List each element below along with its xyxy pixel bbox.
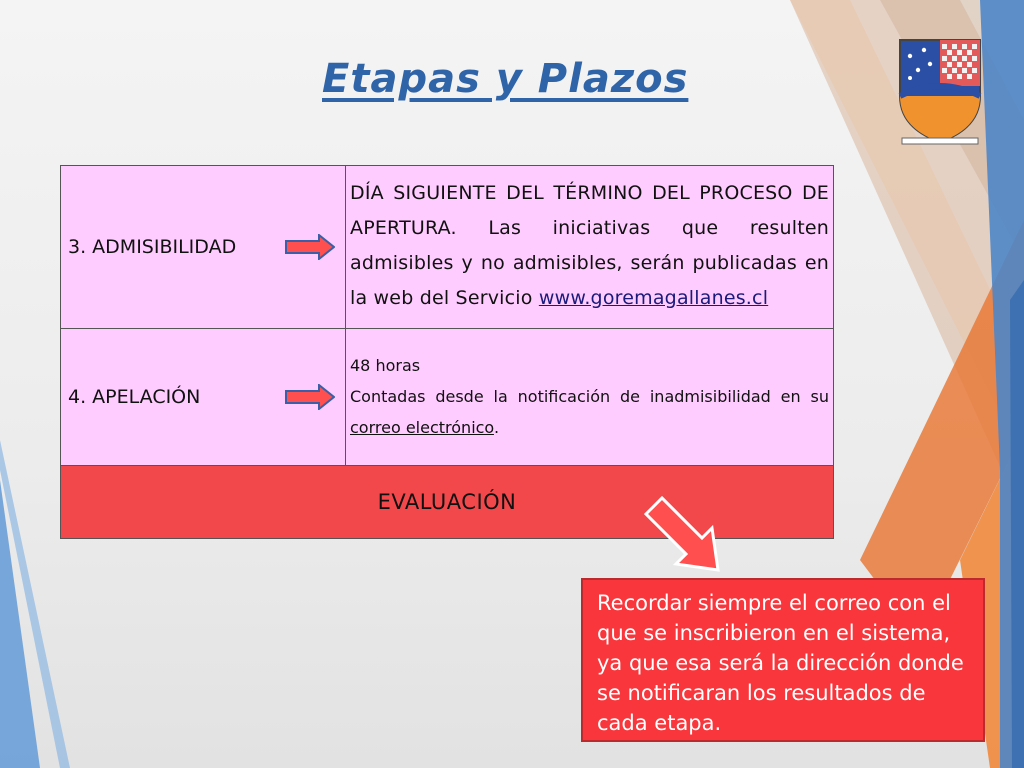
stage-label: 3. ADMISIBILIDAD bbox=[68, 236, 237, 258]
stage-description bbox=[350, 176, 829, 316]
stage-description-text: Contadas desde la notificación de inadmisibilidad en su bbox=[350, 386, 829, 406]
stage-duration: 48 horas bbox=[350, 355, 421, 375]
region-coat-of-arms-icon bbox=[896, 36, 984, 146]
stage-description-cell bbox=[346, 329, 834, 466]
down-right-arrow-icon bbox=[640, 490, 730, 580]
stage-label-cell bbox=[61, 329, 346, 466]
reminder-callout: Recordar siempre el correo con el que se inscribieron en el sistema, ya que esa será la dirección donde se notificaran los resultados de cada etapa. bbox=[581, 578, 985, 742]
stage-row-admisibilidad bbox=[61, 166, 834, 329]
slide-title: Etapas y Plazos bbox=[322, 56, 689, 102]
stage-description bbox=[350, 381, 829, 443]
stage-label: 4. APELACIÓN bbox=[68, 386, 201, 408]
stage-description-cell bbox=[346, 166, 834, 329]
gore-website-link[interactable]: www.goremagallanes.cl bbox=[538, 287, 769, 309]
stage-description-text: Las iniciativas que resulten admisibles y no admisibles, serán publicadas en la web del Servicio bbox=[350, 217, 829, 309]
stage-row-apelacion bbox=[61, 329, 834, 466]
evaluation-label: EVALUACIÓN bbox=[377, 490, 517, 514]
stages-table bbox=[60, 165, 834, 539]
email-link[interactable]: correo electrónico bbox=[350, 417, 494, 437]
right-arrow-icon bbox=[285, 384, 335, 410]
right-arrow-icon bbox=[285, 234, 335, 260]
stage-description-suffix: . bbox=[493, 417, 500, 437]
stage-label-cell bbox=[61, 166, 346, 329]
stage-description-bold: DÍA SIGUIENTE DEL TÉRMINO DEL PROCESO DE APERTURA. bbox=[350, 182, 829, 239]
